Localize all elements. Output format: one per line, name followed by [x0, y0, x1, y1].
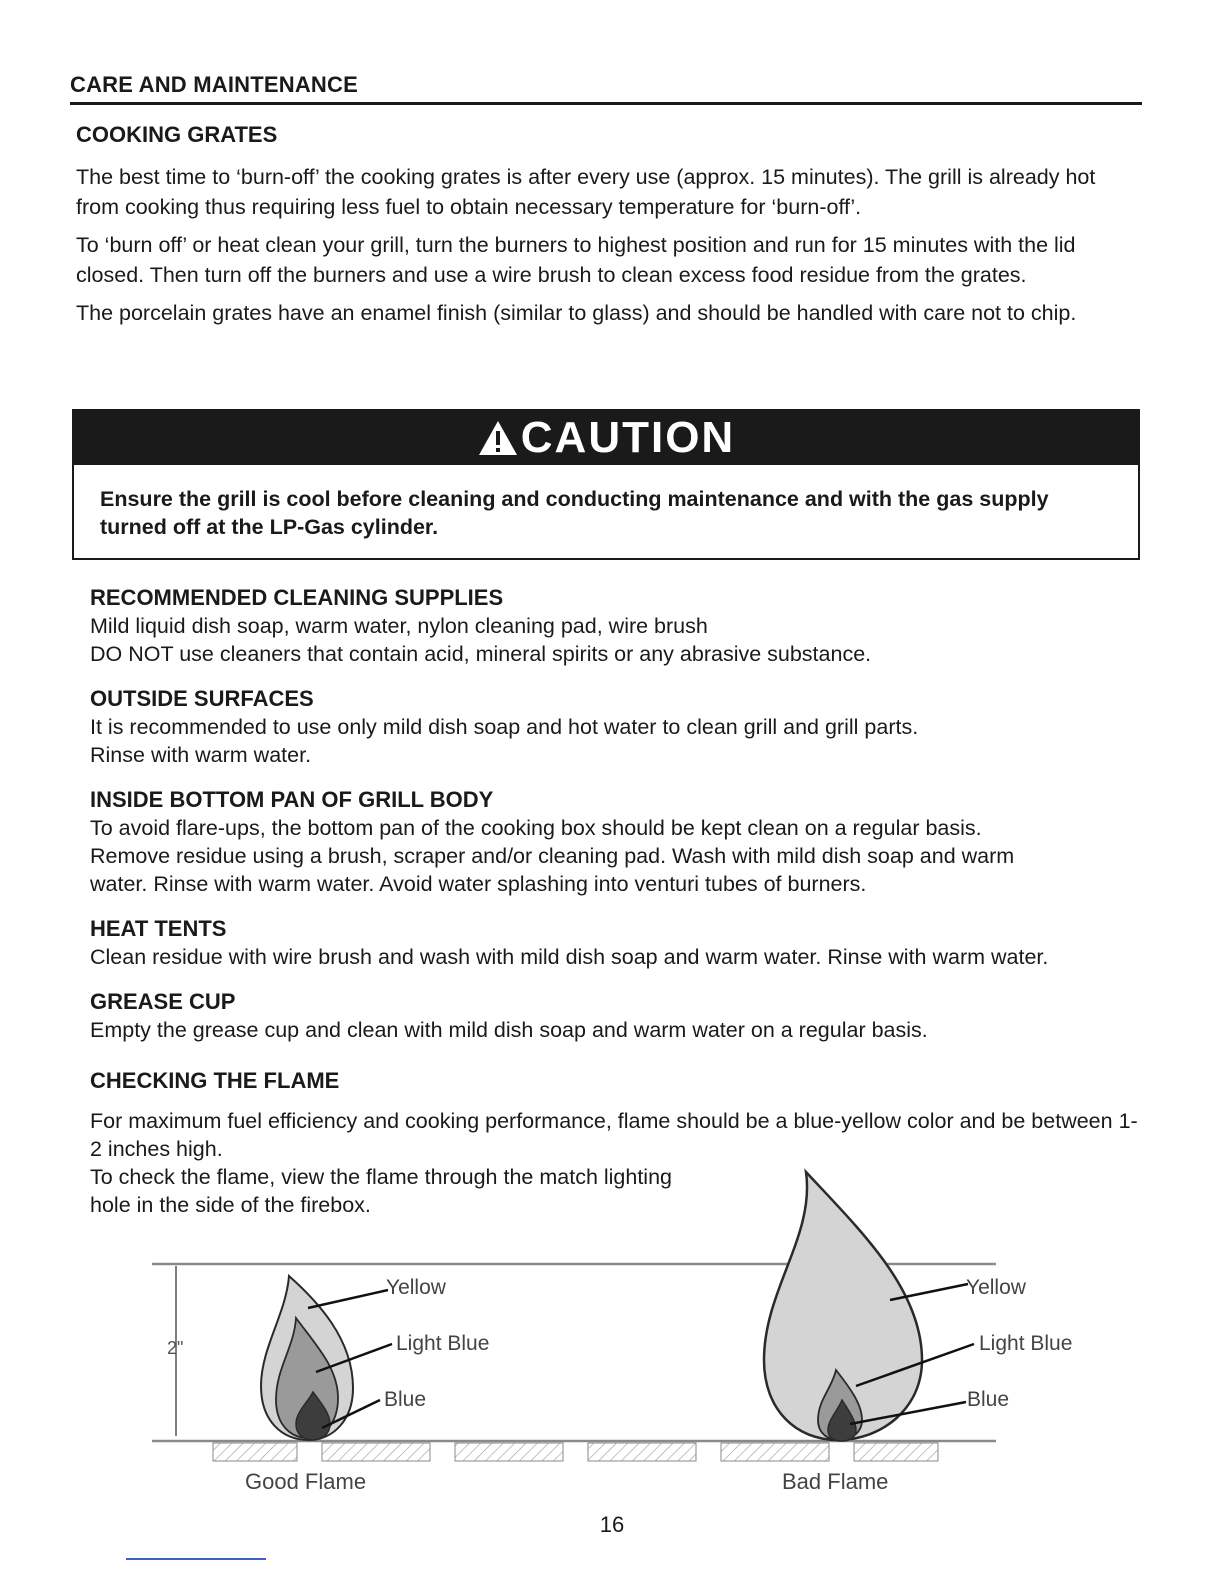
checking-flame-title: CHECKING THE FLAME — [90, 1068, 340, 1093]
block-line: DO NOT use cleaners that contain acid, mineral spirits or any abrasive substance. — [90, 642, 872, 666]
bad-blue-label: Blue — [967, 1388, 1010, 1411]
good-flame-caption: Good Flame — [245, 1469, 367, 1494]
caution-text: Ensure the grill is cool before cleaning and conducting maintenance and with the gas supply turned off at the LP-Gas cylinder. — [100, 487, 1049, 539]
height-label: 2" — [167, 1338, 184, 1358]
bottom-accent-line — [126, 1558, 266, 1560]
block-title: OUTSIDE SURFACES — [90, 686, 314, 711]
block-line: Mild liquid dish soap, warm water, nylon cleaning pad, wire brush — [90, 614, 708, 638]
block-line: It is recommended to use only mild dish soap and hot water to clean grill and grill parts. — [90, 715, 919, 739]
block-line: Rinse with warm water. — [90, 743, 312, 767]
good-yellow-label: Yellow — [386, 1276, 446, 1299]
block-title: HEAT TENTS — [90, 916, 227, 941]
block-title: RECOMMENDED CLEANING SUPPLIES — [90, 585, 504, 610]
block-line: Clean residue with wire brush and wash with mild dish soap and warm water. Rinse with warm water. — [90, 945, 1049, 969]
flame-paragraph-1: For maximum fuel efficiency and cooking performance, flame should be a blue-yellow color and be between 1- 2 inches high. — [90, 1109, 1138, 1161]
good-light-blue-label: Light Blue — [396, 1332, 490, 1355]
page-number: 16 — [599, 1512, 625, 1537]
block-line: Remove residue using a brush, scraper and/or cleaning pad. Wash with mild dish soap and warm — [90, 844, 1015, 868]
block-line: water. Rinse with warm water. Avoid water splashing into venturi tubes of burners. — [90, 872, 867, 896]
block-line: Empty the grease cup and clean with mild dish soap and warm water on a regular basis. — [90, 1018, 928, 1042]
section-title: CARE AND MAINTENANCE — [70, 72, 358, 97]
block-title: INSIDE BOTTOM PAN OF GRILL BODY — [90, 787, 494, 812]
flame-paragraph-2: To check the flame, view the flame through the match lighting hole in the side of the firebox. — [90, 1165, 673, 1217]
grates-paragraph-2: To ‘burn off’ or heat clean your grill, turn the burners to highest position and run for 15 minutes with the lid closed. Then turn off the burners and use a wire brush to clean excess food residue from the grates. — [76, 233, 1076, 287]
grates-paragraph-3: The porcelain grates have an enamel finish (similar to glass) and should be handled with care not to chip. — [76, 301, 1077, 325]
bad-flame-icon — [764, 1172, 922, 1441]
burner-blocks — [213, 1443, 938, 1461]
grates-paragraph-1: The best time to ‘burn-off’ the cooking grates is after every use (approx. 15 minutes). The grill is already hot from cooking thus requiring less fuel to obtain necessary temperature for ‘burn-off’. — [76, 165, 1096, 219]
caution-heading: CAUTION — [520, 413, 736, 462]
bad-yellow-label: Yellow — [966, 1276, 1026, 1299]
good-blue-label: Blue — [384, 1388, 427, 1411]
block-title: GREASE CUP — [90, 989, 236, 1014]
bad-flame-caption: Bad Flame — [782, 1469, 889, 1494]
good-yellow-leader — [308, 1290, 388, 1308]
cooking-grates-title: COOKING GRATES — [76, 122, 278, 147]
block-line: To avoid flare-ups, the bottom pan of the cooking box should be kept clean on a regular basis. — [90, 816, 982, 840]
bad-light-blue-label: Light Blue — [979, 1332, 1073, 1355]
